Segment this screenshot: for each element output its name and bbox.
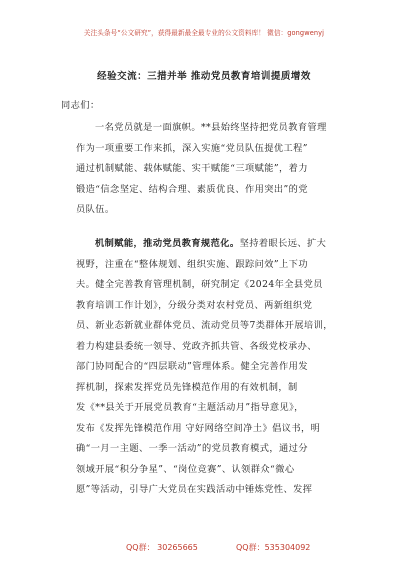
text-line: 愿”等活动，引导广大党员在实践活动中锤炼党性、发挥 <box>76 484 313 495</box>
text-line: 一名党员就是一面旗帜。**县始终坚持把党员教育管理 <box>95 122 327 133</box>
qq-group-1: QQ群： 30265665 <box>126 543 198 552</box>
text-line: 员、新业态新就业群体党员、流动党员等7类群体开展培训， <box>76 320 333 331</box>
text-line: 通过机制赋能、载体赋能、实干赋能“三项赋能”，着力 <box>76 163 308 174</box>
document-title: 经验交流：三措并举 推动党员教育培训提质增效 <box>97 71 311 82</box>
text-line: 作为一项重要工作来抓，深入实施“党员队伍提优工程” <box>76 142 308 154</box>
text-line: 发布《发挥先锋模范作用 守好网络空间净土》倡议书，明 <box>76 422 321 434</box>
paragraph-2 <box>76 234 363 501</box>
text-line: 部门协同配合的“四层联动”管理体系。健全完善作用发 <box>76 361 308 372</box>
qq-group-2: QQ群：535304092 <box>236 543 311 552</box>
text-line <box>76 234 363 255</box>
header-note: 关注头条号“公文研究”，获得最新最全最专业的公文资料库！ 微信：gongwenyj <box>83 29 325 37</box>
text-line: 领域开展“积分争星”、“岗位竞赛”、认领群众“微心 <box>76 463 295 475</box>
text-line: 挥机制，探索发挥党员先锋模范作用的有效机制，制 <box>76 381 298 393</box>
footer <box>0 542 408 554</box>
paragraph-text: 坚持着眼长远、扩大 <box>239 238 327 249</box>
text-line: 教育培训工作计划》，分级分类对农村党员、两新组织党 <box>76 299 313 311</box>
text-line: 视野，注重在“整体规划、组织实施、跟踪问效”上下功 <box>76 258 308 270</box>
text-line: 员队伍。 <box>76 204 115 215</box>
text-line: 发《**县关于开展党员教育“主题活动月”指导意见》， <box>76 402 304 413</box>
paragraph-heading: 机制赋能，推动党员教育规范化。 <box>95 238 240 249</box>
paragraph-1 <box>76 118 363 221</box>
text-line: 夫。健全完善教育管理机制，研究制定《2024年全县党员 <box>76 279 323 290</box>
salutation: 同志们： <box>61 100 100 111</box>
text-line: 着力构建县委统一领导、党政齐抓共管、各级党校承办、 <box>76 340 317 352</box>
text-line: 锻造“信念坚定、结构合理、素质优良、作用突出”的党 <box>76 183 308 195</box>
text-line: 确“一月一主题、一季一活动”的党员教育模式，通过分 <box>76 443 308 454</box>
